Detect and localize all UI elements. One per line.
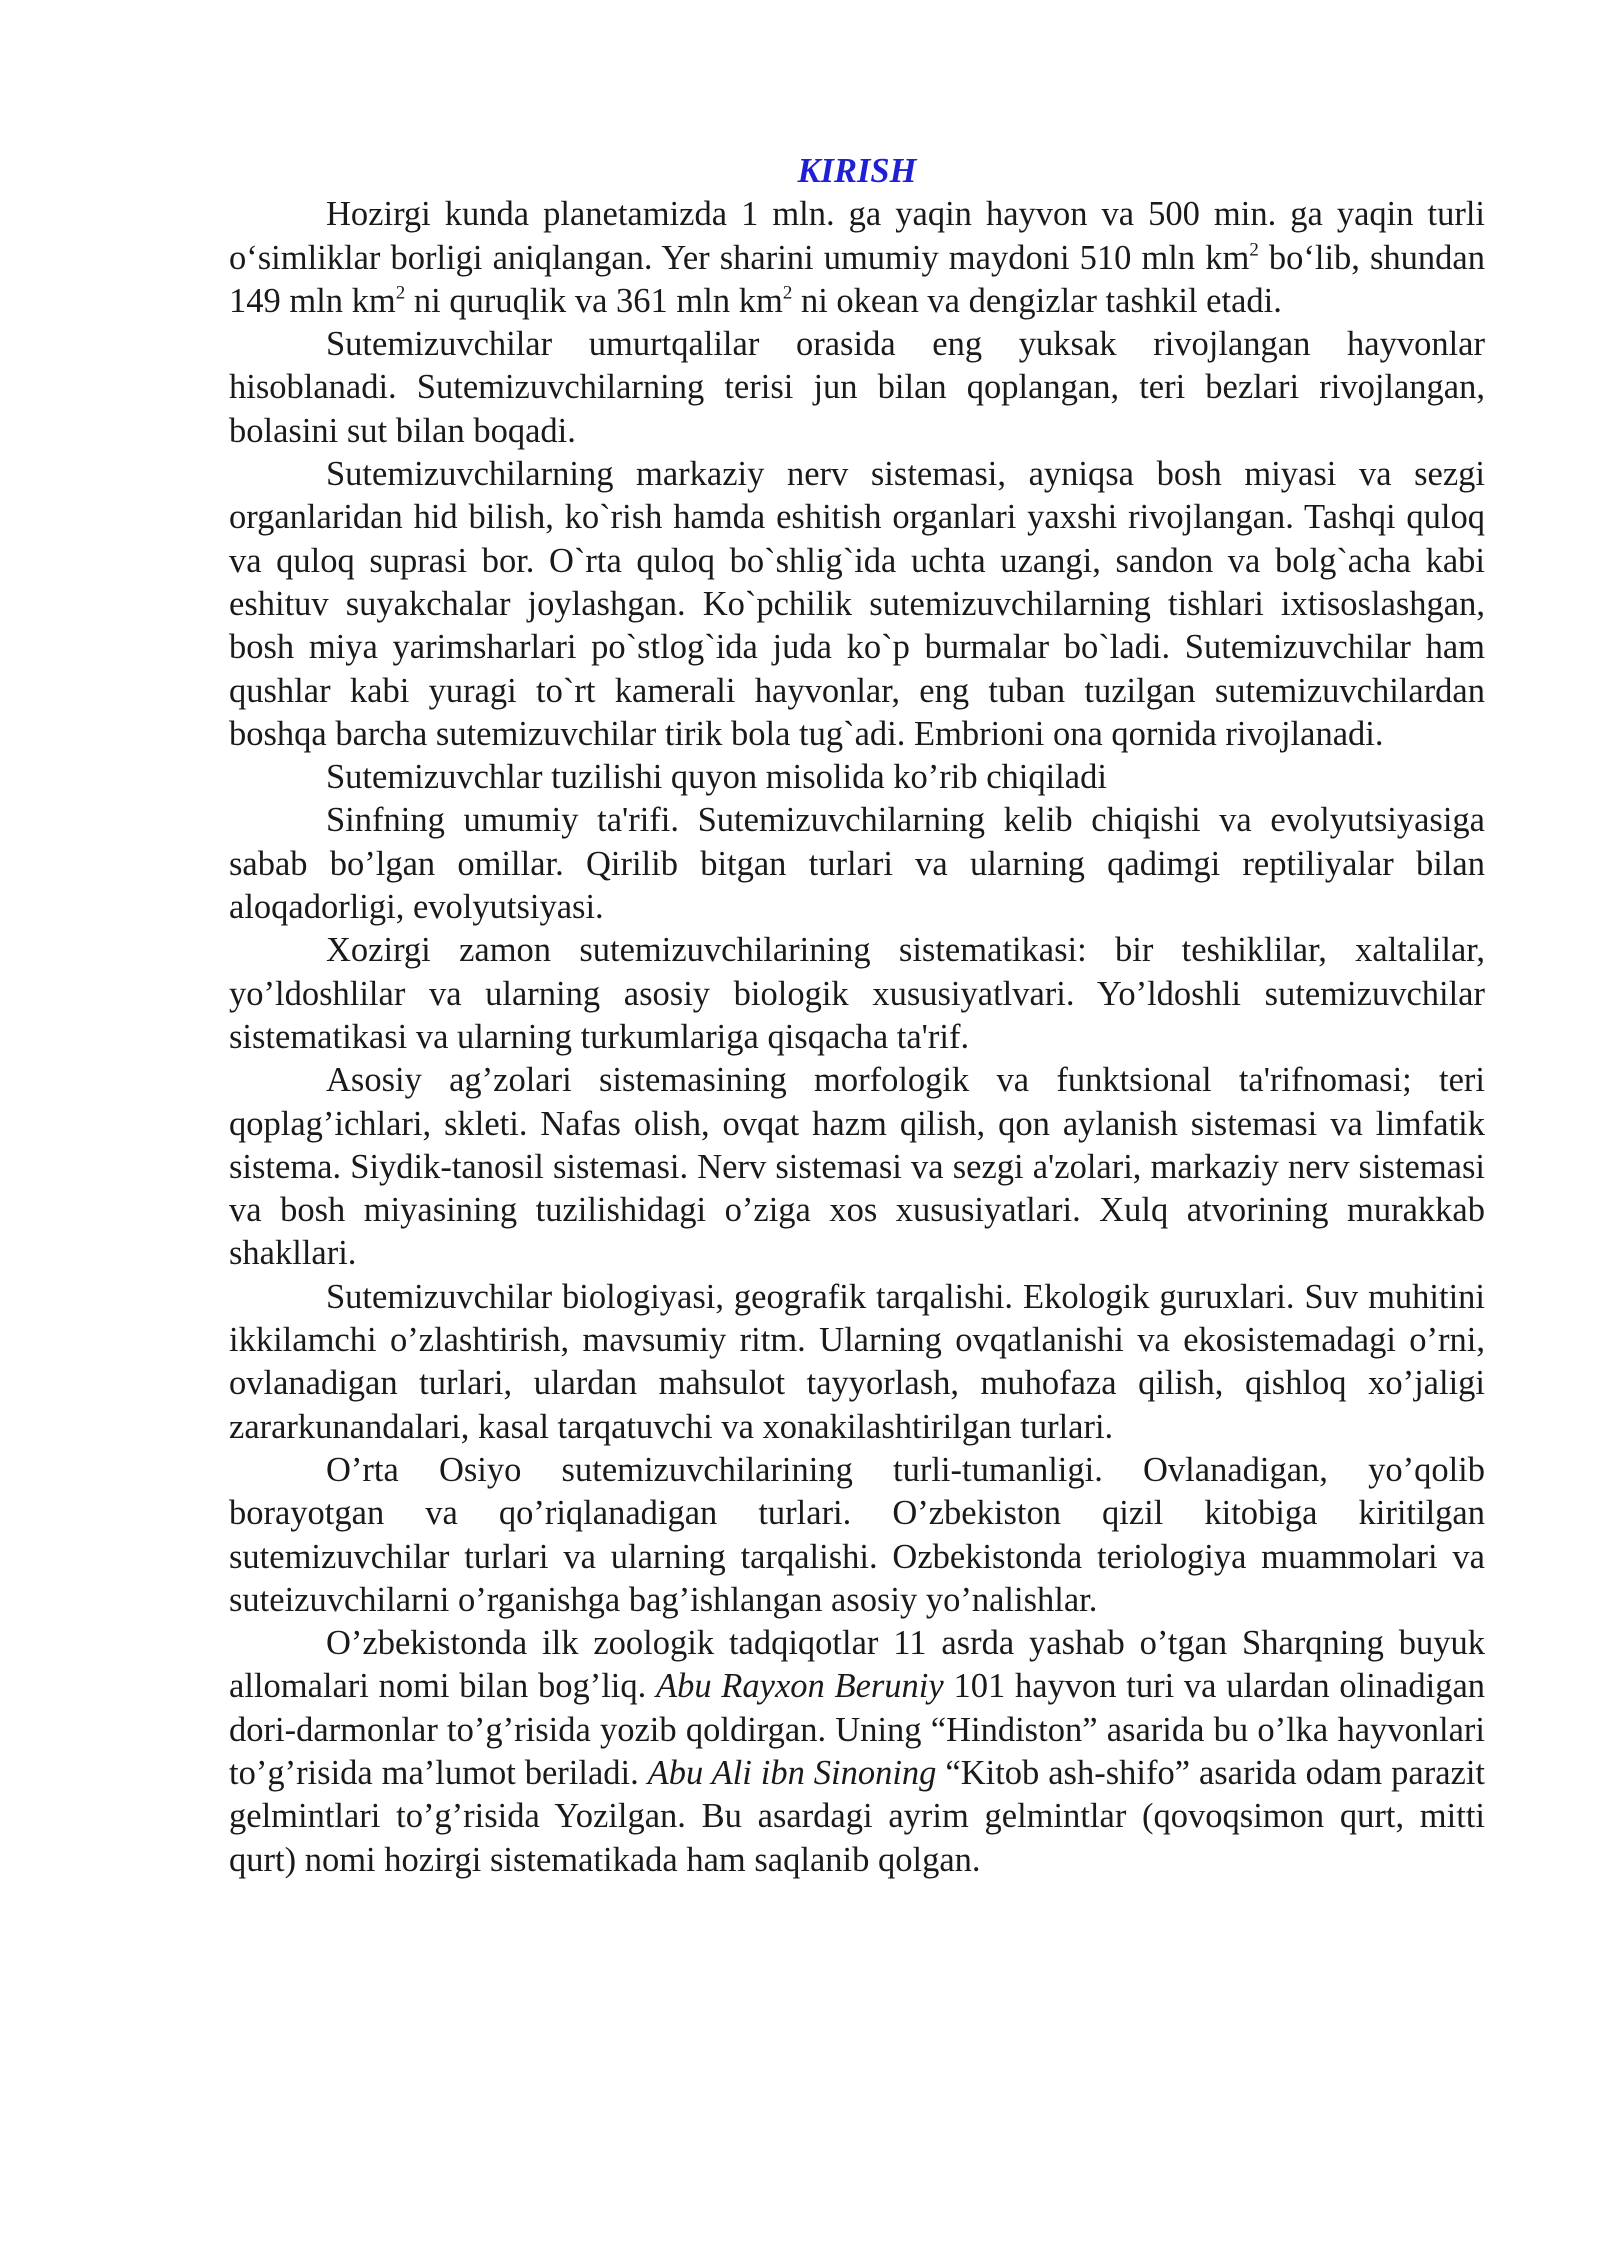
document-title: KIRISH xyxy=(797,152,917,190)
superscript: 2 xyxy=(782,282,793,304)
document-page xyxy=(229,150,1485,1882)
paragraph-1 xyxy=(229,193,1485,323)
paragraph-7: Asosiy ag’zolari sistemasining morfologik va funktsional ta'rifnomasi; teri qoplag’ichlari, skleti. Nafas olish, ovqat hazm qilish, qon aylanish sistemasi va limfatik sistema. Siydik-tanosil sistemasi. Nerv sistemasi va sezgi a'zolari, markaziy nerv sistemasi va bosh miyasining tuzilishidagi o’ziga xos xususiyatlari. Xulq atvorining murakkab shakllari. xyxy=(229,1061,1485,1273)
paragraph-6: Xozirgi zamon sutemizuvchilarining sistematikasi: bir teshiklilar, xaltalilar, yo’ldoshlilar va ularning asosiy biologik xususiyatlvari. Yo’ldoshli sutemizuvchilar sistematikasi va ularning turkumlariga qisqacha ta'rif. xyxy=(229,931,1485,1056)
author-name-ibn-sino: Abu Ali ibn Sinoning xyxy=(647,1753,937,1792)
paragraph-10 xyxy=(229,1622,1485,1882)
paragraph-4: Sutemizuvchlar tuzilishi quyon misolida ko’rib chiqiladi xyxy=(326,758,1107,797)
superscript: 2 xyxy=(395,282,406,304)
paragraph-9: O’rta Osiyo sutemizuvchilarining turli-tumanligi. Ovlanadigan, yo’qolib borayotgan va qo’riqlanadigan turlari. O’zbekiston qizil kitobiga kiritilgan sutemizuvchilar turlari va ularning tarqalishi. Ozbekistonda teriologiya muammolari va suteizuvchilarni o’rganishga bag’ishlangan asosiy yo’nalishlar. xyxy=(229,1450,1485,1619)
paragraph-3: Sutemizuvchilarning markaziy nerv sistemasi, ayniqsa bosh miyasi va sezgi organlaridan hid bilish, ko`rish hamda eshitish organlari yaxshi rivojlangan. Tashqi quloq va quloq suprasi bor. O`rta quloq bo`shlig`ida uchta uzangi, sandon va bolg`acha kabi eshituv suyakchalar joylashgan. Ko`pchilik sutemizuvchilarning tishlari ixtisoslashgan, bosh miya yarimsharlari po`stlog`ida juda ko`p burmalar bo`ladi. Sutemizuvchilar ham qushlar kabi yuragi to`rt kamerali hayvonlar, eng tuban tuzilgan sutemizuvchilardan boshqa barcha sutemizuvchilar tirik bola tug`adi. Embrioni ona qornida rivojlanadi. xyxy=(229,455,1485,753)
paragraph-5: Sinfning umumiy ta'rifi. Sutemizuvchilarning kelib chiqishi va evolyutsiyasiga sabab bo’lgan omillar. Qirilib bitgan turlari va ularning qadimgi reptiliyalar bilan aloqadorligi, evolyutsiyasi. xyxy=(229,801,1485,927)
paragraph-1-text-c: ni quruqlik va 361 mln km xyxy=(405,281,783,320)
paragraph-2: Sutemizuvchilar umurtqalilar orasida eng yuksak rivojlangan hayvonlar hisoblanadi. Sutemizuvchilarning terisi jun bilan qoplangan, teri bezlari rivojlangan, bolasini sut bilan boqadi. xyxy=(229,325,1485,450)
paragraph-10-text-c: “Kitob ash-shifo” asarida odam parazit gelmintlari to’g’risida Yozilgan. Bu asardagi ayrim gelmintlar (qovoqsimon qurt, mitti qurt) nomi hozirgi sistematikada ham saqlanib qolgan. xyxy=(229,1753,1485,1879)
author-name-beruniy: Abu Rayxon Beruniy xyxy=(656,1667,944,1706)
paragraph-10-text-a: O’zbekistonda ilk zoologik tadqiqotlar 11 asrda yashab o’tgan Sharqning buyuk allomalari nomi bilan bog’liq. xyxy=(229,1624,1485,1706)
superscript: 2 xyxy=(1249,239,1259,261)
paragraph-8: Sutemizuvchilar biologiyasi, geografik tarqalishi. Ekologik guruxlari. Suv muhitini ikkilamchi o’zlashtirish, mavsumiy ritm. Ularning ovqatlanishi va ekosistemadagi o’rni, ovlanadigan turlari, ulardan mahsulot tayyorlash, muhofaza qilish, qishloq xo’jaligi zararkunandalari, kasal tarqatuvchi va xonakilashtirilgan turlari. xyxy=(229,1277,1485,1446)
paragraph-1-text-d: ni okean va dengizlar tashkil etadi. xyxy=(792,281,1282,320)
paragraph-1-text-b: bo‘lib, shundan 149 mln km xyxy=(229,238,1485,320)
paragraph-1-text-a: Hozirgi kunda planetamizda 1 mln. ga yaqin hayvon va 500 min. ga yaqin turli o‘simliklar borligi aniqlangan. Yer sharini umumiy maydoni 510 mln km xyxy=(229,195,1485,277)
paragraph-10-text-b: 101 hayvon turi va ulardan olinadigan dori-darmonlar to’g’risida yozib qoldirgan. Uning “Hindiston” asarida bu o’lka hayvonlari to’g’risida ma’lumot beriladi. xyxy=(229,1667,1486,1792)
